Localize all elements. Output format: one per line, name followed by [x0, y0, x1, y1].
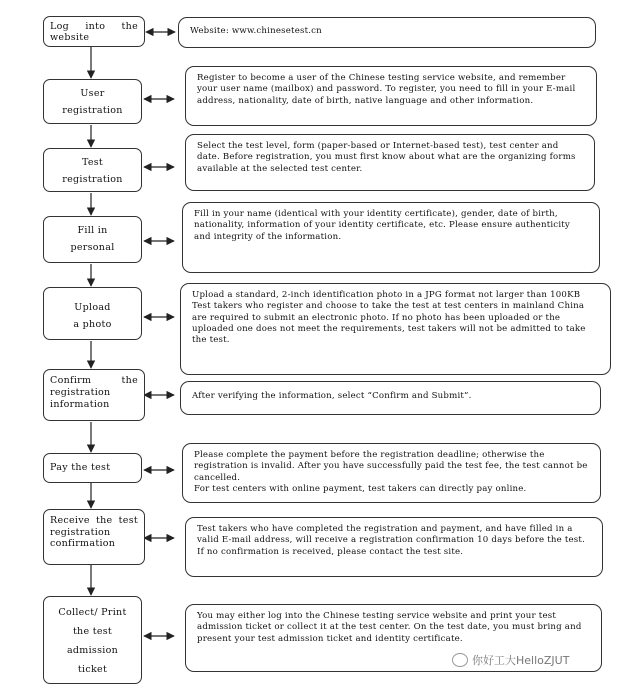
info-text: Upload a standard, 2-inch identification photo in a JPG format not larger than 100KB: [192, 290, 581, 300]
step-label: Collect/ Print the test admission ticket: [58, 607, 127, 675]
step-box-upload-photo: [43, 287, 142, 340]
info-text: Fill in your name (identical with your identity certificate), gender, date of birth, nationality, information of your identity certificate, etc. Please ensure authenticity and integrity of the information.: [194, 209, 570, 242]
wechat-icon: [452, 653, 468, 667]
watermark-text: 你好工大HelloZJUT: [472, 654, 570, 667]
step-label: Upload a photo: [73, 302, 112, 330]
step-label: Log into the website: [50, 21, 138, 44]
info-text: After verifying the information, select “Confirm and Submit”.: [192, 391, 472, 401]
info-box-login: [178, 17, 596, 48]
step-label: Pay the test: [50, 462, 111, 473]
info-box-test-registration: [185, 134, 595, 191]
info-box-receive: [185, 517, 603, 577]
step-label: Fill in personal: [70, 225, 115, 253]
info-box-pay: [182, 443, 601, 503]
info-text: Please complete the payment before the registration deadline; otherwise the registration is invalid. After you have successfully paid the test fee, the test cannot be cancelled.: [194, 450, 588, 483]
step-box-test-registration: [43, 148, 142, 192]
info-box-fill-in-personal: [182, 202, 600, 273]
step-box-collect-print: [43, 596, 142, 684]
step-box-confirm: [43, 369, 145, 421]
info-box-confirm: [180, 381, 601, 415]
info-text: Test takers who have completed the registration and payment, and have filled in a valid E-mail address, will receive a registration confirmation 10 days before the test. If no confirmation is received, please contact the test site.: [197, 524, 586, 557]
info-text: Test takers who register and choose to take the test at test centers in mainland China are required to submit an electronic photo. If no photo has been uploaded or the uploaded one does not meet the requirements, test takers will not be admitted to take the test.: [192, 301, 586, 346]
info-text: You may either log into the Chinese testing service website and print your test admission ticket or collect it at the test center. On the test date, you must bring and present your test admission ticket and identity certificate.: [197, 611, 582, 644]
info-text: For test centers with online payment, test takers can directly pay online.: [194, 484, 527, 495]
step-box-login: [43, 16, 145, 47]
step-box-pay: [43, 453, 142, 483]
info-box-user-registration: [185, 66, 597, 126]
step-label: User registration: [62, 88, 123, 116]
info-text: Website: www.chinesetest.cn: [190, 26, 322, 36]
info-box-upload-photo: [180, 283, 611, 375]
step-box-user-registration: [43, 79, 142, 124]
step-label: Test registration: [62, 157, 123, 185]
step-box-fill-in-personal: [43, 216, 142, 263]
info-text: Register to become a user of the Chinese testing service website, and remember your user name (mailbox) and password. To register, you need to fill in your E-mail address, nationality, date of birth, native language and other information.: [197, 73, 576, 106]
info-text: Select the test level, form (paper-based or Internet-based test), test center and date. Before registration, you must first know about what are the organizing forms available at the selected test center.: [197, 141, 576, 174]
step-label: Receive the test registration confirmation: [50, 515, 138, 550]
step-box-receive: [43, 509, 145, 565]
watermark: [452, 652, 569, 668]
step-label: Confirm the registration information: [50, 375, 138, 410]
